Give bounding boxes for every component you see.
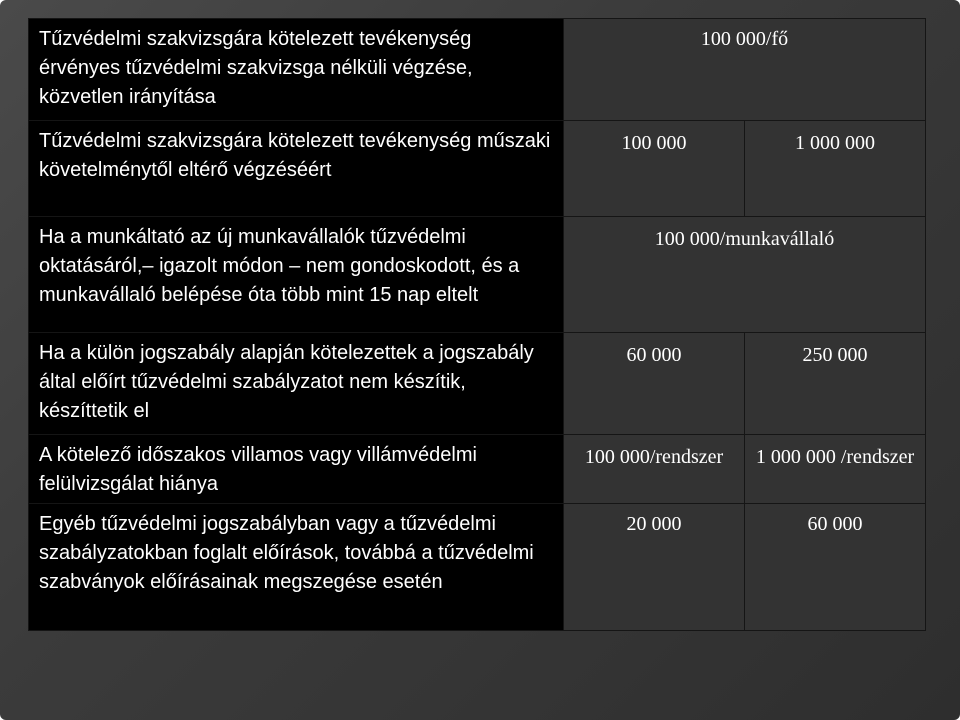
row-description (29, 435, 564, 504)
table-row (29, 121, 926, 217)
description-text: Tűzvédelmi szakvizsgára kötelezett tevékenység érvényes tűzvédelmi szakvizsga nélküli végzése, közvetlen irányítása (39, 28, 473, 108)
row-amount-max: 1 000 000 /rendszer (745, 435, 926, 504)
table-row (29, 217, 926, 333)
table-row (29, 19, 926, 121)
table-row (29, 504, 926, 631)
row-amount: 100 000/fő (564, 19, 926, 121)
row-amount: 100 000/munkavállaló (564, 217, 926, 333)
row-description (29, 217, 564, 333)
description-text: Ha a munkáltató az új munkavállalók tűzvédelmi oktatásáról,– igazolt módon – nem gondoskodott, és a munkavállaló belépése óta több mint 15 nap eltelt (39, 226, 520, 306)
description-text: Tűzvédelmi szakvizsgára kötelezett tevékenység műszaki követelménytől eltérő végzéséért (39, 130, 551, 181)
table-row (29, 435, 926, 504)
row-amount-min: 100 000 (564, 121, 745, 217)
row-description (29, 121, 564, 217)
row-amount-min: 20 000 (564, 504, 745, 631)
row-amount-min: 100 000/rendszer (564, 435, 745, 504)
description-text: A kötelező időszakos villamos vagy villámvédelmi felülvizsgálat hiánya (39, 444, 477, 495)
row-amount-max: 60 000 (745, 504, 926, 631)
row-description (29, 504, 564, 631)
table-row (29, 333, 926, 435)
description-text: Ha a külön jogszabály alapján kötelezettek a jogszabály által előírt tűzvédelmi szabályzatot nem készítik, készíttetik el (39, 342, 534, 422)
description-text: Egyéb tűzvédelmi jogszabályban vagy a tűzvédelmi szabályzatokban foglalt előírások, továbbá a tűzvédelmi szabványok előírásainak megszegése esetén (39, 513, 534, 593)
row-amount-max: 1 000 000 (745, 121, 926, 217)
row-description (29, 19, 564, 121)
fines-table (28, 18, 926, 631)
row-description (29, 333, 564, 435)
row-amount-max: 250 000 (745, 333, 926, 435)
row-amount-min: 60 000 (564, 333, 745, 435)
